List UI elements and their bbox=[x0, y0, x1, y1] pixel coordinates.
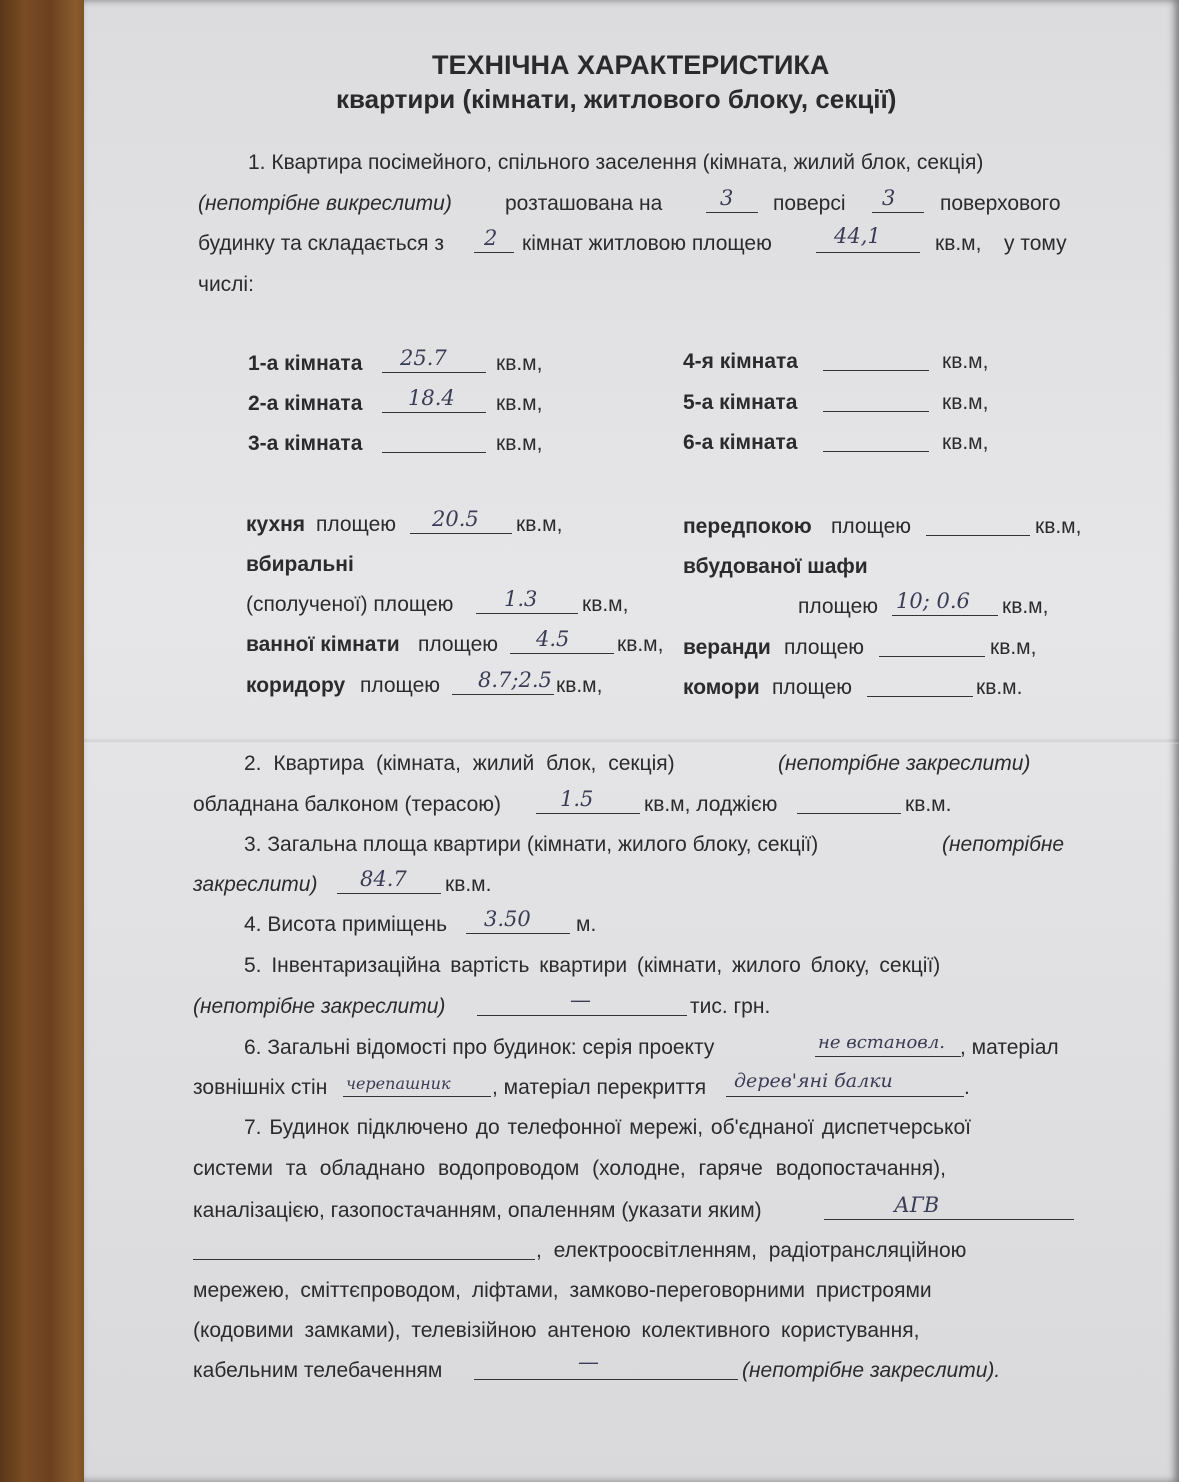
balcony-blank bbox=[536, 813, 640, 814]
room1-value: 25.7 bbox=[400, 346, 447, 370]
height-value: 3.50 bbox=[484, 907, 531, 931]
heating-blank bbox=[824, 1219, 1074, 1220]
document-subtitle: квартири (кімнати, житлового блоку, секції) bbox=[336, 84, 897, 114]
s7-line4: , електроосвітленням, радіотрансляційною bbox=[536, 1239, 967, 1262]
s6-line1: 6. Загальні відомості про будинок: серія проекту bbox=[244, 1036, 715, 1059]
closet-value: 10; 0.6 bbox=[896, 589, 970, 613]
corridor-label: коридору bbox=[246, 674, 346, 697]
room5-blank bbox=[823, 411, 929, 412]
toilet-unit: кв.м, bbox=[582, 593, 629, 616]
floors-material-value: дерев'яні балки bbox=[734, 1070, 893, 1092]
veranda-unit: кв.м, bbox=[990, 636, 1037, 659]
s2-line2-unit: кв.м. bbox=[905, 793, 952, 816]
s3-line1: 3. Загальна площа квартири (кімнати, жилого блоку, секції) bbox=[244, 833, 819, 856]
room3-blank bbox=[382, 452, 486, 453]
s2-line1: 2. Квартира (кімната, жилий блок, секція) bbox=[244, 752, 675, 775]
closet-blank bbox=[892, 615, 998, 616]
heating-value: АГВ bbox=[894, 1193, 940, 1217]
document-title: ТЕХНІЧНА ХАРАКТЕРИСТИКА bbox=[432, 50, 830, 80]
s7-line6: (кодовими замками), телевізійною антеною колективного користування, bbox=[193, 1319, 920, 1342]
s7-line3: каналізацією, газопостачанням, опаленням (указати яким) bbox=[193, 1199, 762, 1222]
room2-label: 2-а кімната bbox=[248, 392, 363, 415]
s6-line2-floors: , матеріал перекриття bbox=[492, 1076, 707, 1099]
s5-line1: 5. Інвентаризаційна вартість квартири (кімнати, жилого блоку, секції) bbox=[244, 954, 941, 977]
closet-area-word: площею bbox=[798, 595, 879, 618]
closet-label: вбудованої шафи bbox=[683, 555, 868, 578]
room2-blank bbox=[382, 412, 486, 413]
s4-unit: м. bbox=[576, 913, 597, 936]
kitchen-blank bbox=[410, 533, 512, 534]
inventory-value: — bbox=[570, 988, 591, 1012]
toilet-area-word: (сполученої) площею bbox=[246, 593, 454, 616]
s1-line3-including: у тому bbox=[1004, 232, 1067, 255]
s1-line2-storey: поверхового bbox=[940, 192, 1061, 215]
bath-value: 4.5 bbox=[536, 627, 570, 651]
s6-line1-material: , матеріал bbox=[960, 1036, 1059, 1059]
heating-continued-blank bbox=[193, 1259, 535, 1260]
pantry-blank bbox=[867, 696, 973, 697]
hall-blank bbox=[926, 535, 1030, 536]
room4-label: 4-я кімната bbox=[683, 350, 798, 373]
s5-line2-note: (непотрібне закреслити) bbox=[193, 995, 446, 1018]
room6-label: 6-а кімната bbox=[683, 431, 798, 454]
inventory-value-blank bbox=[477, 1015, 687, 1016]
s1-line3-rooms: кімнат житловою площею bbox=[522, 232, 772, 255]
pantry-unit: кв.м. bbox=[976, 676, 1023, 699]
room4-unit: кв.м, bbox=[942, 350, 989, 373]
s4-label: 4. Висота приміщень bbox=[244, 913, 448, 936]
s3-line2-unit: кв.м. bbox=[445, 873, 492, 896]
bath-label: ванної кімнати bbox=[246, 633, 400, 656]
s1-line4: числі: bbox=[198, 273, 254, 296]
s7-line5: мережею, сміттєпроводом, ліфтами, замково-переговорними пристроями bbox=[193, 1279, 932, 1302]
room6-blank bbox=[823, 451, 929, 452]
s6-line2-end: . bbox=[964, 1076, 970, 1099]
series-value: не встановл. bbox=[818, 1032, 945, 1053]
corridor-unit: кв.м, bbox=[556, 674, 603, 697]
corridor-area-word: площею bbox=[360, 674, 441, 697]
living-area-blank bbox=[816, 252, 920, 253]
room5-label: 5-а кімната bbox=[683, 391, 798, 414]
s1-line2-note: (непотрібне викреслити) bbox=[198, 192, 452, 215]
s3-line1-note: (непотрібне bbox=[942, 833, 1065, 856]
total-area-value: 84.7 bbox=[360, 867, 407, 891]
balcony-value: 1.5 bbox=[560, 787, 594, 811]
floors-material-blank bbox=[726, 1096, 964, 1097]
veranda-blank bbox=[879, 656, 985, 657]
bath-unit: кв.м, bbox=[617, 633, 664, 656]
hall-unit: кв.м, bbox=[1035, 515, 1082, 538]
closet-unit: кв.м, bbox=[1002, 595, 1049, 618]
s2-line2-loggia: кв.м, лоджією bbox=[644, 793, 778, 816]
room5-unit: кв.м, bbox=[942, 391, 989, 414]
room1-blank bbox=[382, 372, 486, 373]
kitchen-area-word: площею bbox=[316, 513, 397, 536]
toilet-label: вбиральні bbox=[246, 553, 354, 576]
bath-blank bbox=[510, 653, 614, 654]
toilet-blank bbox=[476, 613, 578, 614]
floor-value: 3 bbox=[720, 186, 734, 210]
paper-fold-line bbox=[84, 738, 1179, 744]
veranda-label: веранди bbox=[683, 636, 771, 659]
cable-value: — bbox=[578, 1350, 599, 1374]
kitchen-unit: кв.м, bbox=[516, 513, 563, 536]
living-area-value: 44,1 bbox=[834, 224, 881, 248]
kitchen-label: кухня bbox=[246, 513, 306, 536]
room6-unit: кв.м, bbox=[942, 431, 989, 454]
s6-line2-walls: зовнішніх стін bbox=[193, 1076, 328, 1099]
s1-line3-building: будинку та складається з bbox=[198, 232, 445, 255]
s7-line7-note: (непотрібне закреслити). bbox=[742, 1359, 1001, 1382]
s1-line1: 1. Квартира посімейного, спільного заселення (кімната, жилий блок, секція) bbox=[248, 151, 984, 174]
floor-blank bbox=[706, 212, 758, 213]
s5-line2-unit: тис. грн. bbox=[690, 995, 771, 1018]
rooms-count-value: 2 bbox=[484, 226, 498, 250]
s7-line7: кабельним телебаченням bbox=[193, 1359, 443, 1382]
toilet-value: 1.3 bbox=[504, 587, 538, 611]
room3-label: 3-а кімната bbox=[248, 432, 363, 455]
pantry-label: комори bbox=[683, 676, 760, 699]
room1-unit: кв.м, bbox=[496, 352, 543, 375]
corridor-blank bbox=[452, 694, 554, 695]
walls-blank bbox=[343, 1096, 491, 1097]
rooms-count-blank bbox=[474, 252, 514, 253]
s1-line2-located: розташована на bbox=[505, 192, 663, 215]
room1-label: 1-а кімната bbox=[248, 352, 363, 375]
height-blank bbox=[466, 933, 570, 934]
series-blank bbox=[815, 1056, 961, 1057]
veranda-area-word: площею bbox=[784, 636, 865, 659]
hall-label: передпокою bbox=[683, 515, 812, 538]
s7-line1: 7. Будинок підключено до телефонної мережі, об'єднаної диспетчерської bbox=[244, 1116, 971, 1139]
corridor-value: 8.7;2.5 bbox=[478, 668, 552, 692]
s7-line2: системи та обладнано водопроводом (холодне, гаряче водопостачання), bbox=[193, 1157, 946, 1180]
s2-line2-balcony: обладнана балконом (терасою) bbox=[193, 793, 502, 816]
room4-blank bbox=[823, 370, 929, 371]
kitchen-value: 20.5 bbox=[432, 507, 479, 531]
floors-total-blank bbox=[872, 212, 924, 213]
room2-value: 18.4 bbox=[408, 386, 455, 410]
s1-line3-unit: кв.м, bbox=[935, 232, 982, 255]
room3-unit: кв.м, bbox=[496, 432, 543, 455]
bath-area-word: площею bbox=[418, 633, 499, 656]
pantry-area-word: площею bbox=[772, 676, 853, 699]
loggia-blank bbox=[797, 813, 901, 814]
s1-line2-floor: поверсі bbox=[773, 192, 846, 215]
floors-total-value: 3 bbox=[882, 186, 896, 210]
cable-blank bbox=[474, 1379, 738, 1380]
s3-line2-note: закреслити) bbox=[193, 873, 318, 896]
hall-area-word: площею bbox=[831, 515, 912, 538]
walls-value: черепашник bbox=[346, 1074, 451, 1093]
total-area-blank bbox=[337, 893, 441, 894]
room2-unit: кв.м, bbox=[496, 392, 543, 415]
s2-line1-note: (непотрібне закреслити) bbox=[778, 752, 1031, 775]
